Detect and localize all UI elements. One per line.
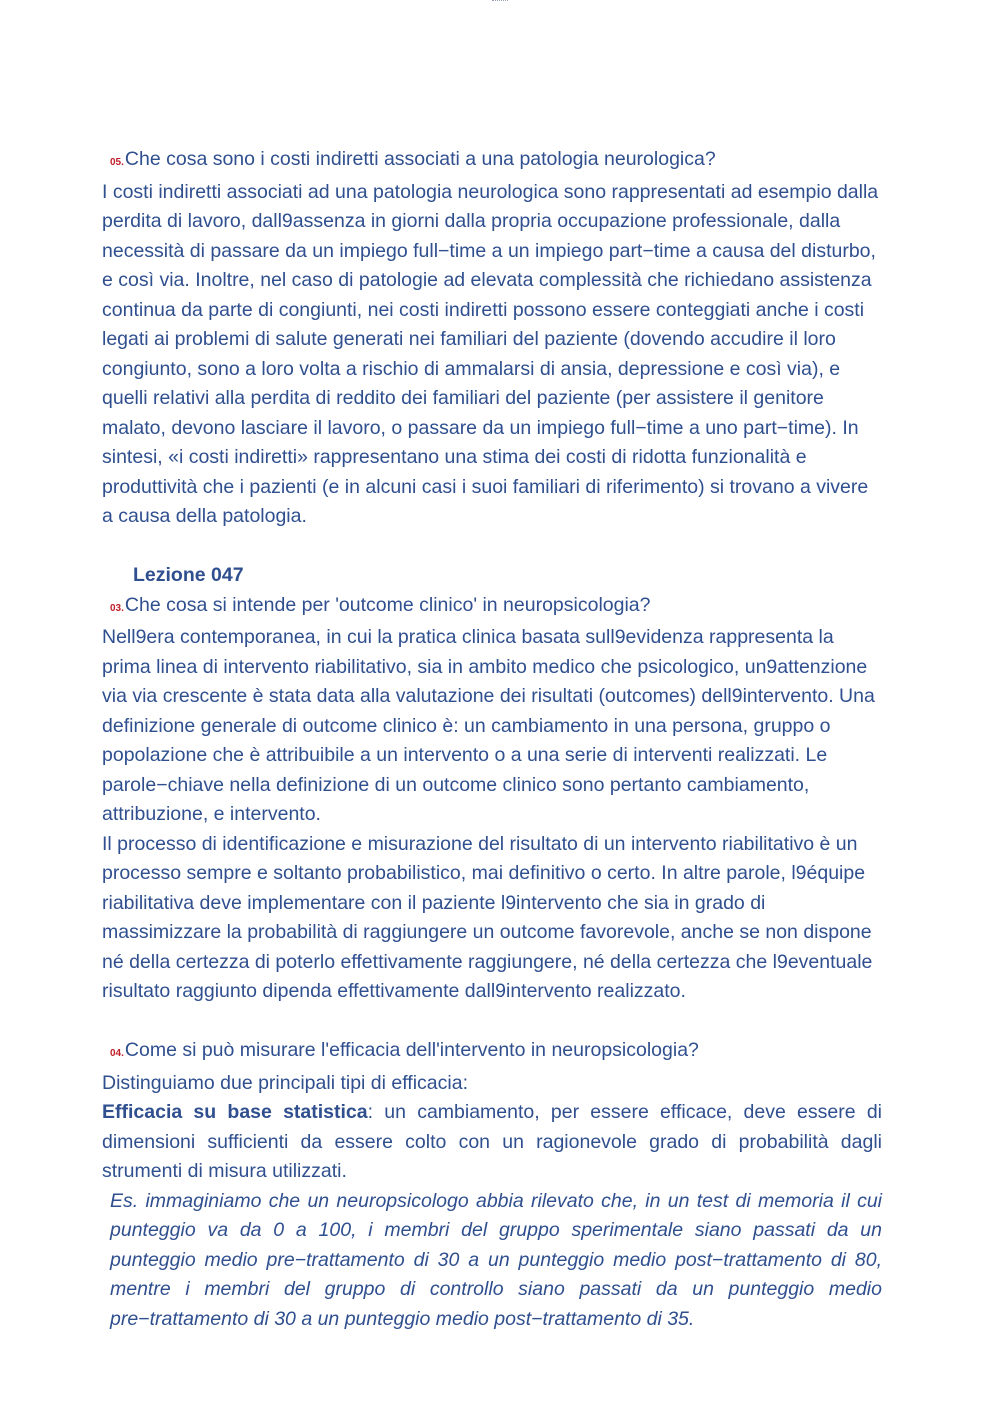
efficacy-term: Efficacia su base statistica (102, 1101, 368, 1123)
answer-04-intro: Distinguiamo due principali tipi di efficacia: (102, 1071, 468, 1094)
answer-03-paragraph-1: Nell9era contemporanea, in cui la pratica clinica basata sull9evidenza rappresenta la prima linea di intervento riabilitativo, sia in ambito medico che psicologico, un9attenzione via via crescente è stata data alla valutazione dei risultati (outcomes) dell9intervento. Una definizione generale di outcome clinico è: un cambiamento in una persona, gruppo o popolazione che è attribuibile a un intervento o a una serie di interventi realizzati. Le parole−chiave nella definizione di un outcome clinico sono pertanto cambiamento, attribuzione, e intervento. (102, 626, 875, 825)
question-text: Che cosa si intende per 'outcome clinico' in neuropsicologia? (124, 593, 651, 616)
question-05 (102, 145, 882, 178)
spacer (102, 1007, 882, 1037)
answer-05: I costi indiretti associati ad una patologia neurologica sono rappresentati ad esempio dalla perdita di lavoro, dall9assenza in giorni dalla propria occupazione professionale, dalla necessità di passare da un impiego full−time a un impiego part−time a causa del disturbo, e così via. Inoltre, nel caso di patologie ad elevata complessità che richiedano assistenza continua da parte di congiunti, nei costi indiretti possono essere conteggiati anche i costi legati ai problemi di salute generati nei familiari del paziente (dovendo accudire il loro congiunto, sono a loro volta a rischio di ammalarsi di ansia, depressione e così via), e quelli relativi alla perdita di reddito dei familiari del paziente (per assistere il genitore malato, devono lasciare il lavoro, o passare da un impiego full−time a uno part−time). In sintesi, «i costi indiretti» rappresentano una stima dei costi di ridotta funzionalità e produttività che i pazienti (e in alcuni casi i suoi familiari di riferimento) si trovano a vivere a causa della patologia. (102, 180, 879, 527)
question-number: 05. (110, 157, 124, 168)
answer-03-paragraph-2: Il processo di identificazione e misurazione del risultato di un intervento riabilitativo è un processo sempre e soltanto probabilistico, mai definitivo o certo. In altre parole, l9équipe riabilitativa deve implementare con il paziente l9intervento che sia in grado di massimizzare la probabilità di raggiungere un outcome favorevole, anche se non dispone né della certezza di poterlo effettivamente raggiungere, né della certezza che l9eventuale risultato raggiunto dipenda effettivamente dall9intervento realizzato. (102, 832, 873, 1002)
answer-04-efficacy (102, 1098, 882, 1187)
efficacy-definition: : un cambiamento, per essere efficace, deve essere di dimensioni sufficienti da essere colto con un ragionevole grado di probabilità dagli strumenti di misura utilizzati. (102, 1101, 882, 1182)
document-page (102, 145, 882, 1334)
question-number: 04. (110, 1048, 124, 1059)
lesson-heading: Lezione 047 (133, 564, 244, 586)
question-number: 03. (110, 602, 124, 614)
question-03 (102, 591, 882, 624)
question-text: Come si può misurare l'efficacia dell'intervento in neuropsicologia? (124, 1039, 699, 1061)
question-04 (102, 1036, 882, 1069)
answer-04-example: Es. immaginiamo che un neuropsicologo abbia rilevato che, in un test di memoria il cui punteggio va da 0 a 100, i membri del gruppo sperimentale siano passati da un punteggio medio pre−trattamento di 30 a un punteggio medio post−trattamento di 80, mentre i membri del gruppo di controllo siano passati da un punteggio medio pre−trattamento di 30 a un punteggio medio post−trattamento di 35. (110, 1189, 882, 1330)
page-top-mark (492, 0, 508, 4)
spacer (102, 532, 882, 562)
question-text: Che cosa sono i costi indiretti associati a una patologia neurologica? (124, 148, 716, 170)
